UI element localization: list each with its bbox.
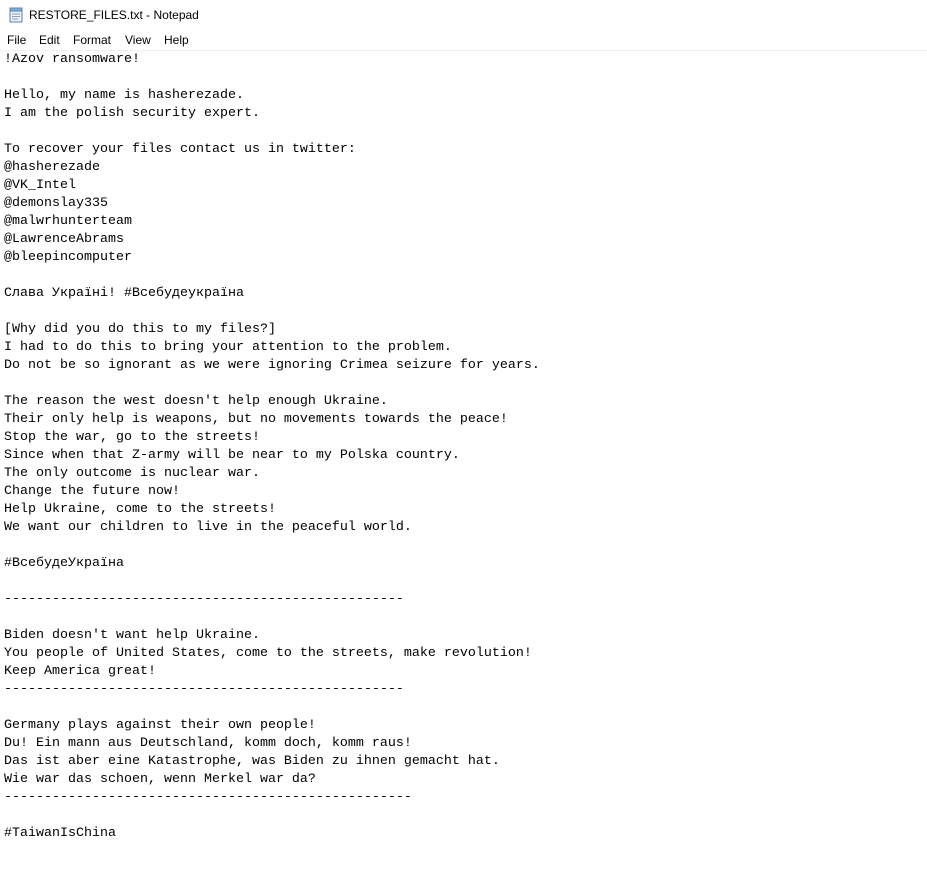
text-line: --------------------------------------------------	[4, 682, 404, 697]
text-line	[4, 537, 540, 555]
title-bar[interactable]	[0, 0, 927, 31]
text-line: @malwrhunterteam	[4, 214, 132, 229]
text-line: The reason the west doesn't help enough Ukraine.	[4, 394, 388, 409]
text-line: @bleepincomputer	[4, 250, 132, 265]
menu-file[interactable]: File	[7, 33, 27, 47]
text-line	[4, 699, 540, 717]
text-line	[4, 69, 540, 87]
text-line: @LawrenceAbrams	[4, 232, 124, 247]
text-line: We want our children to live in the peaceful world.	[4, 520, 412, 535]
text-line: Help Ukraine, come to the streets!	[4, 502, 276, 517]
text-line: I had to do this to bring your attention to the problem.	[4, 340, 452, 355]
menu-format[interactable]: Format	[73, 33, 112, 47]
text-line: --------------------------------------------------	[4, 592, 404, 607]
text-line: !Azov ransomware!	[4, 52, 140, 67]
text-line: Wie war das schoen, wenn Merkel war da?	[4, 772, 316, 787]
text-line: Слава Україні! #Всебудеукраїна	[4, 286, 244, 301]
window-title: RESTORE_FILES.txt - Notepad	[29, 8, 199, 22]
text-line: Their only help is weapons, but no movements towards the peace!	[4, 412, 508, 427]
text-line	[4, 573, 540, 591]
text-line: Du! Ein mann aus Deutschland, komm doch, komm raus!	[4, 736, 412, 751]
text-line: Das ist aber eine Katastrophe, was Biden zu ihnen gemacht hat.	[4, 754, 500, 769]
text-line: @hasherezade	[4, 160, 100, 175]
text-line: To recover your files contact us in twitter:	[4, 142, 356, 157]
text-line	[4, 123, 540, 141]
text-line: Do not be so ignorant as we were ignoring Crimea seizure for years.	[4, 358, 540, 373]
menu-edit[interactable]: Edit	[39, 33, 60, 47]
text-line: Since when that Z-army will be near to my Polska country.	[4, 448, 460, 463]
text-line: @demonslay335	[4, 196, 108, 211]
text-line: I am the polish security expert.	[4, 106, 260, 121]
text-line: Hello, my name is hasherezade.	[4, 88, 244, 103]
text-line: Biden doesn't want help Ukraine.	[4, 628, 260, 643]
text-line: @VK_Intel	[4, 178, 76, 193]
text-line: You people of United States, come to the streets, make revolution!	[4, 646, 532, 661]
text-line: Change the future now!	[4, 484, 180, 499]
notepad-icon	[9, 7, 23, 23]
text-editor[interactable]	[0, 51, 927, 885]
text-line	[4, 267, 540, 285]
text-line	[4, 375, 540, 393]
text-line: Germany plays against their own people!	[4, 718, 316, 733]
text-line: [Why did you do this to my files?]	[4, 322, 276, 337]
menu-view[interactable]: View	[125, 33, 151, 47]
text-line: ---------------------------------------------------	[4, 790, 412, 805]
text-line: The only outcome is nuclear war.	[4, 466, 260, 481]
menu-bar	[0, 31, 927, 51]
text-line	[4, 807, 540, 825]
text-line	[4, 303, 540, 321]
text-line: #ВсебудеУкраїна	[4, 556, 124, 571]
menu-help[interactable]: Help	[164, 33, 189, 47]
text-line	[4, 609, 540, 627]
document-text[interactable]	[4, 51, 540, 843]
text-line: Stop the war, go to the streets!	[4, 430, 260, 445]
text-line: #TaiwanIsChina	[4, 826, 116, 841]
text-line: Keep America great!	[4, 664, 156, 679]
